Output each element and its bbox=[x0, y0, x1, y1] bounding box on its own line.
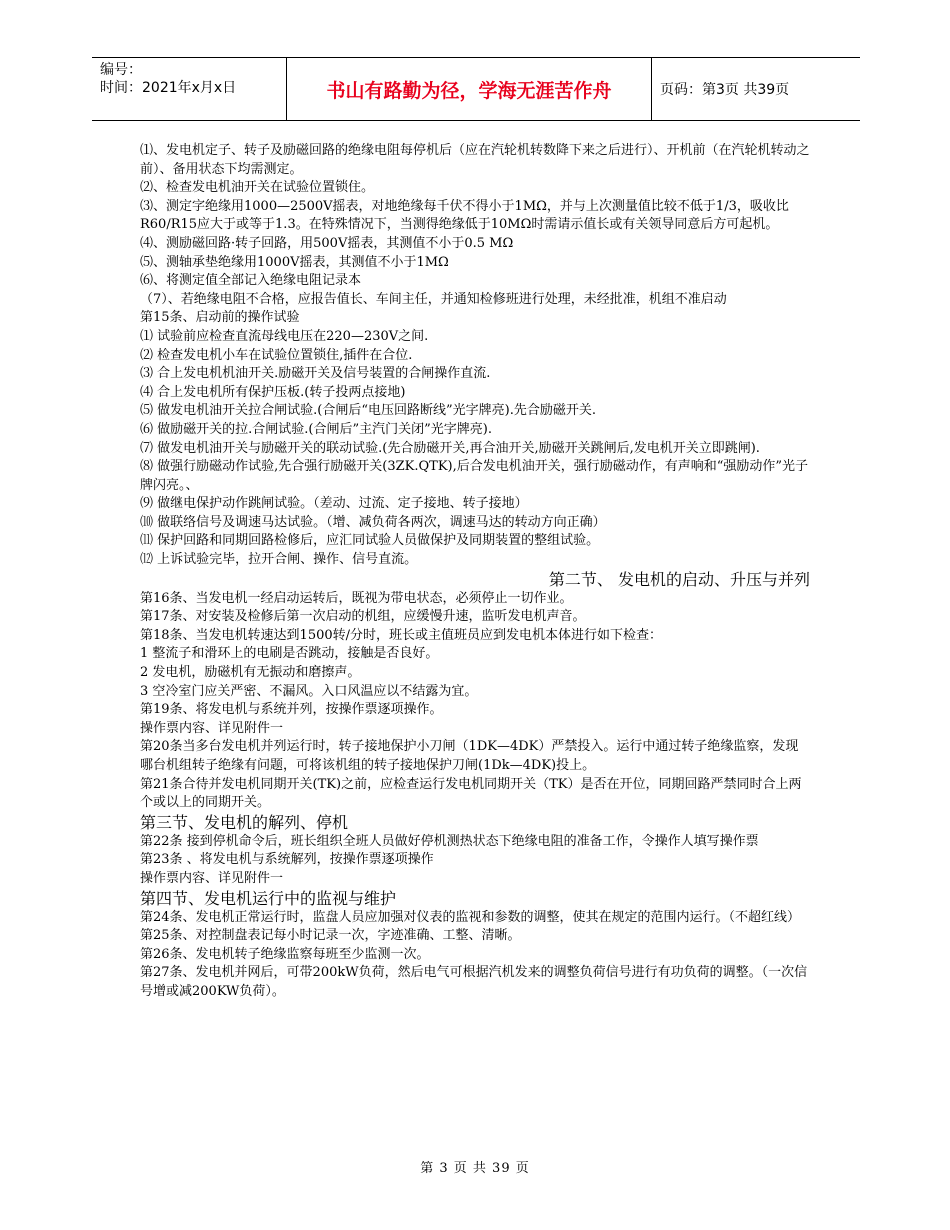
paragraph-group-4 bbox=[140, 909, 810, 1002]
text-line: ⑵ 检查发电机小车在试验位置锁住,插件在合位. bbox=[140, 347, 413, 363]
paragraph-group-3 bbox=[140, 833, 810, 889]
text-line: ⑸ 做发电机油开关拉合闸试验.(合闸后“电压回路断线”光字牌亮).先合励磁开关. bbox=[140, 403, 596, 419]
text-line: 3 空冷室门应关严密、不漏风。入口风温应以不结露为宜。 bbox=[140, 683, 478, 699]
text-line: 第17条、对安装及检修后第一次启动的机组，应缓慢升速，监听发电机声音。 bbox=[140, 609, 586, 625]
text-line: 第20条当多台发电机并列运行时，转子接地保护小刀闸（1DK—4DK）严禁投入。运行中通过转子绝缘监察，发现哪台机组转子绝缘有问题，可将该机组的转子接地保护刀闸(1Dk—4DK)投上。 bbox=[140, 739, 799, 773]
document-number: 编号： bbox=[100, 62, 142, 78]
text-line: 1 整流子和滑环上的电刷是否跳动，接触是否良好。 bbox=[140, 646, 439, 662]
text-line: ⑸、测轴承垫绝缘用1000V摇表，其测值不小于1MΩ bbox=[140, 254, 449, 270]
document-body bbox=[140, 142, 810, 1002]
header-motto: 书山有路勤为径，学海无涯苦作舟 bbox=[287, 58, 652, 120]
header-meta bbox=[92, 58, 287, 120]
text-line: ⑽ 做联络信号及调速马达试验。（增、减负荷各两次，调速马达的转动方向正确） bbox=[140, 514, 606, 530]
page-header bbox=[92, 57, 860, 121]
text-line: ⑴ 试验前应检查直流母线电压在220—230V之间. bbox=[140, 328, 429, 344]
text-line: ⑴、发电机定子、转子及励磁回路的绝缘电阻每停机后（应在汽轮机转数降下来之后进行）、开机前（在汽轮机转动之前）、备用状态下均需测定。 bbox=[140, 143, 810, 177]
text-line: ⑵、检查发电机油开关在试验位置锁住。 bbox=[140, 180, 375, 196]
section-title-4: 第四节、发电机运行中的监视与维护 bbox=[140, 888, 397, 908]
page-footer: 第 3 页 共 39 页 bbox=[420, 1161, 530, 1176]
text-line: 2 发电机，励磁机有无振动和磨擦声。 bbox=[140, 665, 361, 681]
header-page-number: 页码：第3页 共39页 bbox=[660, 82, 790, 98]
text-line: 第22条 接到停机命令后，班长组织全班人员做好停机测热状态下绝缘电阻的准备工作，令操作人填写操作票 bbox=[140, 833, 759, 849]
text-line: 第18条、当发电机转速达到1500转/分时，班长或主值班员应到发电机本体进行如下检查： bbox=[140, 627, 663, 643]
paragraph-group-1 bbox=[140, 142, 810, 570]
text-line: ⑹、将测定值全部记入绝缘电阻记录本 bbox=[140, 273, 362, 289]
section-title-3: 第三节、发电机的解列、停机 bbox=[140, 812, 349, 832]
text-line: 操作票内容、详见附件一 bbox=[140, 720, 284, 736]
text-line: 操作票内容、详见附件一 bbox=[140, 870, 284, 886]
text-line: 第27条、发电机并网后，可带200kW负荷，然后电气可根据汽机发来的调整负荷信号进行有功负荷的调整。（一次信号增或减200KW负荷）。 bbox=[140, 965, 808, 999]
text-line: 第23条 、将发电机与系统解列，按操作票逐项操作 bbox=[140, 852, 434, 868]
text-line: ⑹ 做励磁开关的拉.合闸试验.(合闸后”主汽门关闭”光字牌亮). bbox=[140, 421, 492, 437]
text-line: （7）、若绝缘电阻不合格，应报告值长、车间主任，并通知检修班进行处理，未经批准，机组不准启动 bbox=[140, 291, 727, 307]
text-line: ⑻ 做强行励磁动作试验,先合强行励磁开关(3ZK.QTK),后合发电机油开关，强行励磁动作，有声响和“强励动作”光子牌闪亮。、 bbox=[140, 459, 809, 493]
section-title-2: 第二节、 发电机的启动、升压与并列 bbox=[548, 569, 810, 589]
text-line: 第16条、当发电机一经启动运转后，既视为带电状态，必须停止一切作业。 bbox=[140, 590, 573, 606]
text-line: ⑾ 保护回路和同期回路检修后，应汇同试验人员做保护及同期装置的整组试验。 bbox=[140, 533, 600, 549]
document-date: 时间：2021年x月x日 bbox=[100, 80, 237, 96]
text-line: ⑺ 做发电机油开关与励磁开关的联动试验.(先合励磁开关,再合油开关,励磁开关跳闸后,发电机开关立即跳闸). bbox=[140, 440, 760, 456]
text-line: 第25条、对控制盘表记每小时记录一次，字迹准确、工整、清晰。 bbox=[140, 928, 521, 944]
text-line: ⑶ 合上发电机机油开关.励磁开关及信号装置的合闸操作直流. bbox=[140, 366, 491, 382]
text-line: 第21条合待并发电机同期开关(TK)之前，应检查运行发电机同期开关（TK）是否在开位，同期回路严禁同时合上两个或以上的同期开关。 bbox=[140, 776, 802, 811]
text-line: 第19条、将发电机与系统并列，按操作票逐项操作。 bbox=[140, 702, 443, 718]
text-line: ⑿ 上诉试验完毕，拉开合闸、操作、信号直流。 bbox=[140, 552, 418, 568]
text-line: 第24条、发电机正常运行时，监盘人员应加强对仪表的监视和参数的调整，使其在规定的范围内运行。（不超红线） bbox=[140, 909, 801, 925]
text-line: ⑷、测励磁回路·转子回路，用500V摇表，其测值不小于0.5 MΩ bbox=[140, 235, 514, 251]
text-line: 第15条、启动前的操作试验 bbox=[140, 310, 300, 326]
paragraph-group-2 bbox=[140, 590, 810, 813]
text-line: ⑷ 合上发电机所有保护压板.(转子投两点接地) bbox=[140, 384, 406, 400]
text-line: ⑼ 做继电保护动作跳闸试验。（差动、过流、定子接地、转子接地） bbox=[140, 496, 528, 512]
text-line: ⑶、测定字绝缘用1000—2500V摇表，对地绝缘每千伏不得小于1MΩ，并与上次测量值比较不低于1/3，吸收比R60/R15应大于或等于1.3。在特殊情况下，当测得绝缘低于10MΩ时需请示值长或有关领导同意后方可起机。 bbox=[140, 198, 789, 233]
text-line: 第26条、发电机转子绝缘监察每班至少监测一次。 bbox=[140, 946, 430, 962]
